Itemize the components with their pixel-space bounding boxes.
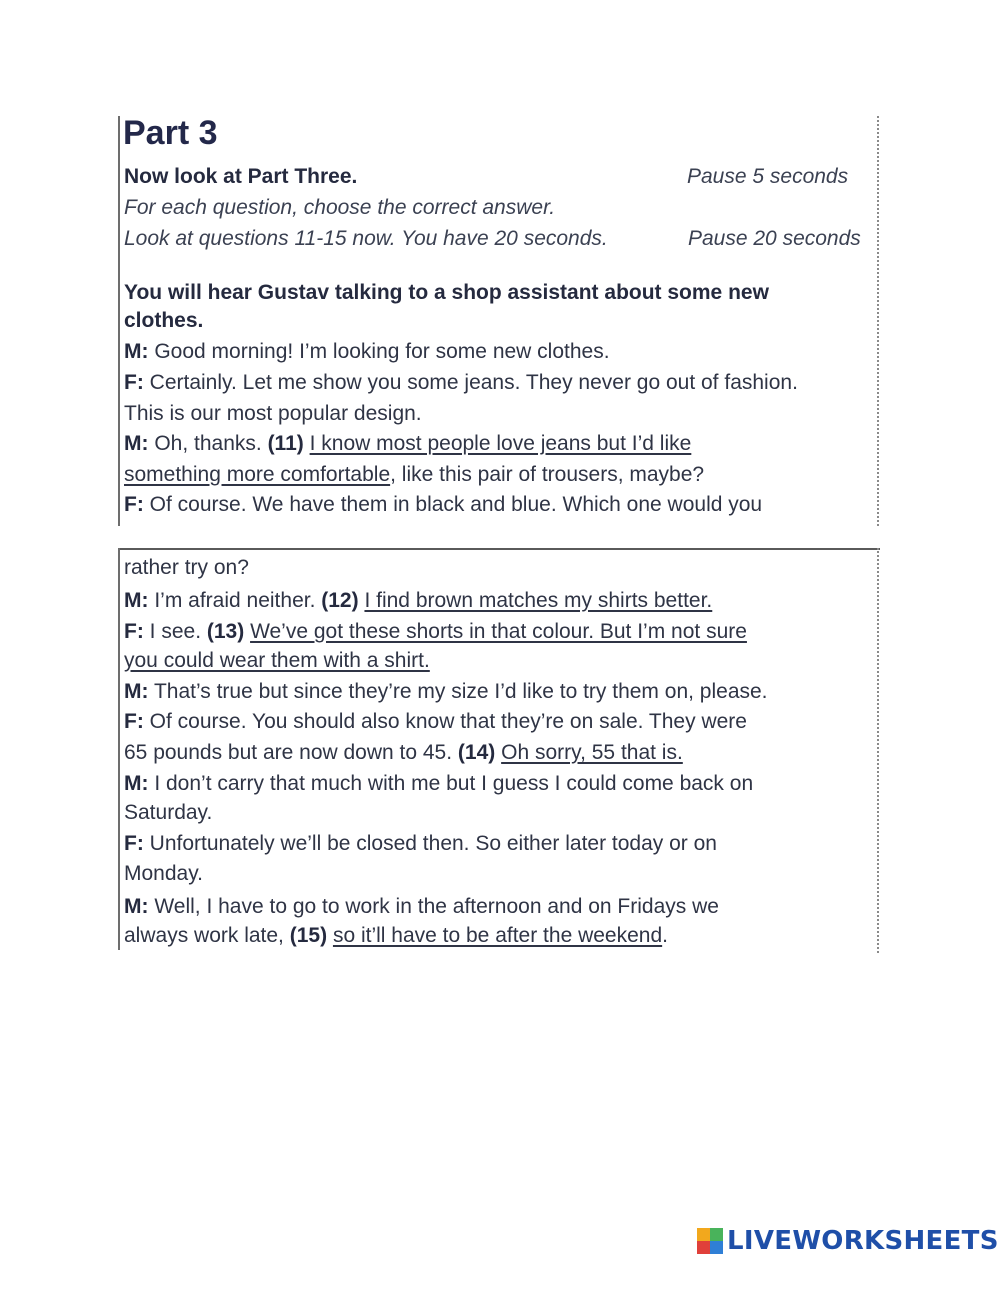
context-line-2: clothes. [124, 309, 204, 332]
speaker-label: M: [124, 340, 149, 363]
dialogue-line [124, 587, 712, 615]
intro-line-3: Look at questions 11-15 now. You have 20 seconds. [124, 227, 608, 250]
right-border-bottom [877, 548, 879, 953]
speaker-label: F: [124, 493, 144, 516]
dialogue-text: That’s true but since they’re my size I’d like to try them on, please. [148, 680, 768, 703]
question-number: (14) [457, 741, 496, 764]
dialogue-line [124, 618, 747, 646]
logo-square [697, 1228, 710, 1241]
dialogue-line [124, 461, 704, 489]
answer-underline: I know most people love jeans but I’d like [309, 432, 692, 455]
left-border-bottom [118, 548, 120, 950]
speaker-label: M: [124, 772, 149, 795]
question-number: (13) [206, 620, 245, 643]
intro-line-1 [124, 163, 357, 191]
dialogue-line [124, 647, 430, 675]
dialogue-line [124, 491, 762, 519]
answer-underline: Oh sorry, 55 that is. [501, 741, 683, 764]
dialogue-text: Saturday. [124, 801, 213, 824]
dialogue-line [124, 554, 249, 582]
speaker-label: M: [124, 895, 149, 918]
logo-square [697, 1241, 710, 1254]
answer-underline: We’ve got these shorts in that colour. But I’m not sure [250, 620, 747, 643]
dialogue-text: This is our most popular design. [124, 402, 422, 425]
dialogue-text: Unfortunately we’ll be closed then. So either later today or on [143, 832, 717, 855]
dialogue-line [124, 860, 203, 888]
dialogue-line [124, 708, 747, 736]
dialogue-text: Monday. [124, 862, 203, 885]
dialogue-line [124, 369, 798, 397]
dialogue-text: 65 pounds but are now down to 45. [124, 741, 458, 764]
logo-square [710, 1241, 723, 1254]
dialogue-text: Of course. You should also know that they’re on sale. They were [143, 710, 747, 733]
dialogue-line [124, 799, 212, 827]
dialogue-text: I see. [143, 620, 207, 643]
dialogue-text: I don’t carry that much with me but I guess I could come back on [148, 772, 754, 795]
dialogue-text: rather try on? [124, 556, 249, 579]
question-number: (11) [267, 432, 304, 455]
right-border-top [877, 116, 879, 526]
answer-underline: so it’ll have to be after the weekend [332, 924, 663, 947]
speaker-label: F: [124, 832, 144, 855]
dialogue-text: Oh, thanks. [148, 432, 268, 455]
dialogue-line [124, 400, 422, 428]
intro-line-2: For each question, choose the correct answer. [124, 196, 556, 219]
dialogue-line [124, 893, 719, 921]
speaker-label: F: [124, 710, 144, 733]
dialogue-line [124, 770, 753, 798]
page-title: Part 3 [123, 114, 218, 152]
answer-underline: I find brown matches my shirts better. [364, 589, 713, 612]
pause-note-2: Pause 20 seconds [688, 227, 861, 250]
dialogue-line [124, 830, 717, 858]
speaker-label: M: [124, 589, 149, 612]
dialogue-line [124, 338, 610, 366]
dialogue-text: Of course. We have them in black and blue. Which one would you [143, 493, 763, 516]
intro-text-1: Now look at Part Three. [124, 165, 358, 188]
dialogue-text: . [662, 924, 668, 947]
speaker-label: M: [124, 680, 149, 703]
dialogue-text: , like this pair of trousers, maybe? [390, 463, 705, 486]
speaker-label: M: [124, 432, 149, 455]
question-number: (12) [321, 589, 359, 612]
section-divider [118, 548, 880, 550]
left-border-top [118, 116, 120, 526]
dialogue-text: always work late, [124, 924, 290, 947]
dialogue-line [124, 739, 683, 767]
dialogue-text: Good morning! I’m looking for some new clothes. [148, 340, 610, 363]
dialogue-text: I’m afraid neither. [148, 589, 322, 612]
speaker-label: F: [124, 371, 144, 394]
liveworksheets-logo-icon [697, 1228, 723, 1254]
question-number: (15) [289, 924, 328, 947]
dialogue-line [124, 678, 768, 706]
pause-note-1: Pause 5 seconds [687, 165, 849, 188]
answer-underline: you could wear them with a shirt. [124, 649, 430, 672]
dialogue-line [124, 430, 691, 458]
context-line-1: You will hear Gustav talking to a shop assistant about some new [124, 281, 769, 304]
liveworksheets-logo[interactable] [697, 1223, 999, 1259]
logo-text: LIVEWORKSHEETS [727, 1226, 999, 1256]
dialogue-text: Well, I have to go to work in the afternoon and on Fridays we [148, 895, 719, 918]
dialogue-text: Certainly. Let me show you some jeans. They never go out of fashion. [143, 371, 798, 394]
dialogue-line [124, 922, 668, 950]
logo-square [710, 1228, 723, 1241]
speaker-label: F: [124, 620, 144, 643]
answer-underline: something more comfortable [124, 463, 391, 486]
